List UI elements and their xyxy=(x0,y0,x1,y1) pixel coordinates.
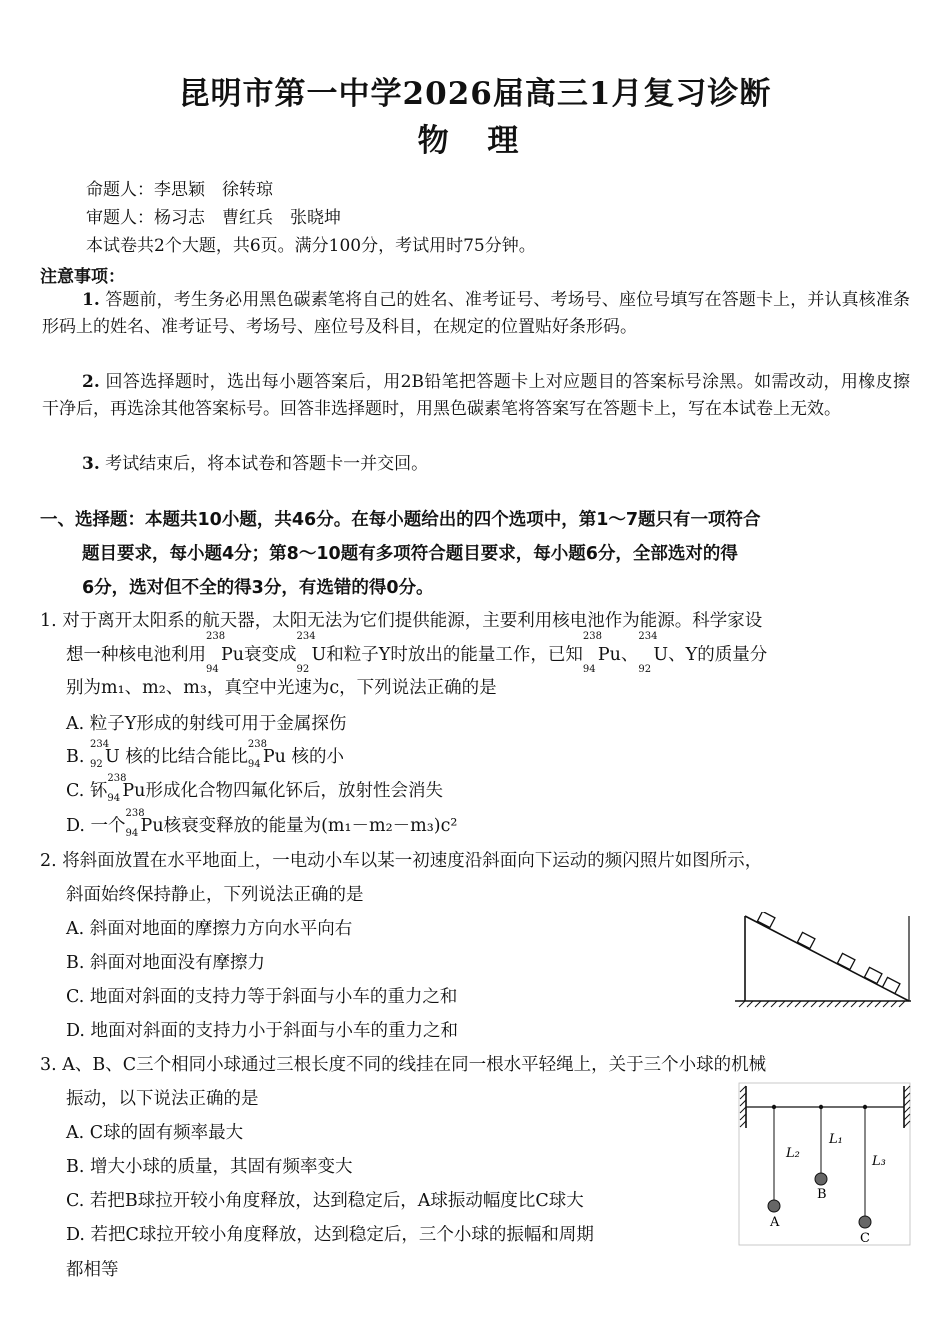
ground-hatching xyxy=(739,1001,905,1007)
q1-text-1: 对于离开太阳系的航天器，太阳无法为它们提供能源，主要利用核电池作为能源。科学家设 xyxy=(62,611,763,631)
option-text: 核的小 xyxy=(291,747,344,767)
left-wall-hatching xyxy=(740,1086,746,1127)
mass-number: 238 xyxy=(206,630,226,642)
pendulum-figure xyxy=(738,1082,912,1248)
summary-line: 本试卷共2个大题，共6页。满分100分，考试用时75分钟。 xyxy=(86,236,536,256)
q3-number: 3. xyxy=(40,1055,57,1075)
q1-option-c xyxy=(66,773,443,804)
reviewers-line: 审题人：杨习志 曹红兵 张晓坤 xyxy=(86,208,341,228)
atomic-number: 94 xyxy=(582,664,596,675)
mass-number: 234 xyxy=(296,630,316,642)
notice-item-text: 答题前，考生务必用黑色碳素笔将自己的姓名、准考证号、考场号、座位号填写在答题卡上，并认真核准条形码上的姓名、准考证号、考场号、座位号及科目，在规定的位置贴好条形码。 xyxy=(42,290,910,337)
q2-text-1: 将斜面放置在水平地面上，一电动小车以某一初速度沿斜面向下运动的频闪照片如图所示， xyxy=(62,851,763,871)
label-l3: L₃ xyxy=(872,1154,886,1169)
option-text: D. 一个 xyxy=(66,816,126,836)
car-position-5 xyxy=(882,977,899,993)
section-line-3: 6分，选对但不全的得3分，有选错的得0分。 xyxy=(82,578,434,598)
mass-number: 238 xyxy=(125,808,145,819)
q1-text-2a: 想一种核电池利用 xyxy=(66,644,206,665)
car-position-2 xyxy=(797,932,814,948)
authors-line: 命题人：李思颖 徐转琼 xyxy=(86,180,273,200)
label-l1: L₁ xyxy=(829,1132,843,1147)
atomic-number: 92 xyxy=(90,759,103,770)
q2-option-c: C. 地面对斜面的支持力等于斜面与小车的重力之和 xyxy=(66,987,458,1007)
section-line-2: 题目要求，每小题4分；第8～10题有多项符合题目要求，每小题6分，全部选对的得 xyxy=(82,544,738,564)
q2-line-1 xyxy=(40,845,912,879)
q3-option-c: C. 若把B球拉开较小角度释放，达到稳定后，A球振动幅度比C球大 xyxy=(66,1191,584,1211)
q1-option-a: A. 粒子Y形成的射线可用于金属探伤 xyxy=(66,714,347,734)
option-letter: B. xyxy=(66,747,85,767)
element-symbol: Pu xyxy=(597,644,621,665)
label-b: B xyxy=(817,1187,827,1202)
notice-item-1 xyxy=(42,287,910,340)
element-symbol: U xyxy=(105,747,120,767)
nuclide-pu xyxy=(125,808,164,839)
q2-number: 2. xyxy=(40,851,57,871)
mass-number: 234 xyxy=(638,630,658,642)
q3-text-1: A、B、C三个相同小球通过三根长度不同的线挂在同一根水平轻绳上，关于三个小球的机械 xyxy=(62,1055,767,1075)
notice-item-3 xyxy=(42,451,910,478)
notice-item-num: 1. xyxy=(82,290,100,310)
nuclide-pu xyxy=(107,773,146,804)
q1-option-d xyxy=(66,808,458,839)
atomic-number: 94 xyxy=(247,759,261,770)
q3-line-2: 振动，以下说法正确的是 xyxy=(66,1088,259,1109)
notice-item-text: 考试结束后，将本试卷和答题卡一并交回。 xyxy=(105,454,429,474)
q1-option-b xyxy=(66,739,344,770)
q1-text-2b: 衰变成 xyxy=(244,644,297,665)
q1-text-2c: 和粒子Y时放出的能量工作，已知 xyxy=(326,644,583,665)
q3-option-d: D. 若把C球拉开较小角度释放，达到稳定后，三个小球的振幅和周期 xyxy=(66,1225,594,1245)
label-a: A xyxy=(770,1215,780,1230)
mass-number: 238 xyxy=(107,773,127,784)
question-2 xyxy=(40,845,912,912)
q1-line-1 xyxy=(40,605,912,639)
right-wall-hatching xyxy=(904,1086,910,1127)
section-1-heading xyxy=(40,503,912,605)
exam-subject: 物 理 xyxy=(417,123,533,159)
element-symbol: Pu xyxy=(221,644,245,665)
atomic-number: 94 xyxy=(206,664,219,675)
q1-number: 1. xyxy=(40,611,57,631)
q1-text-2d: 、 xyxy=(620,644,639,665)
notice-item-num: 2. xyxy=(82,372,100,392)
section-line-1: 一、选择题：本题共10小题，共46分。在每小题给出的四个选项中，第1～7题只有一项符合 xyxy=(40,510,761,530)
notice-item-num: 3. xyxy=(82,454,100,474)
atomic-number: 92 xyxy=(638,664,652,675)
option-text: 核衰变释放的能量为(m₁－m₂－m₃)c² xyxy=(163,816,458,836)
nuclide-pu xyxy=(247,739,286,770)
incline-figure xyxy=(733,912,913,1014)
element-symbol: Pu xyxy=(140,816,164,836)
car-position-4 xyxy=(864,967,881,983)
ball-b xyxy=(815,1173,827,1185)
question-1 xyxy=(40,605,912,706)
nuclide-pu xyxy=(582,630,621,675)
mass-number: 238 xyxy=(247,739,267,750)
q3-option-b: B. 增大小球的质量，其固有频率变大 xyxy=(66,1157,353,1177)
ball-a xyxy=(768,1200,780,1212)
element-symbol: Pu xyxy=(262,747,286,767)
nuclide-u xyxy=(638,630,669,675)
atomic-number: 94 xyxy=(125,828,139,839)
q1-line-3: 别为m₁、m₂、m₃，真空中光速为c，下列说法正确的是 xyxy=(66,678,497,698)
option-text: C. 钚 xyxy=(66,781,108,801)
nuclide-u xyxy=(90,739,120,770)
q3-option-a: A. C球的固有频率最大 xyxy=(66,1123,244,1143)
q2-option-d: D. 地面对斜面的支持力小于斜面与小车的重力之和 xyxy=(66,1021,459,1041)
q2-option-a: A. 斜面对地面的摩擦力方向水平向右 xyxy=(66,919,353,939)
atomic-number: 94 xyxy=(107,793,121,804)
nuclide-pu xyxy=(206,630,245,675)
q1-text-2e: 、Y的质量分 xyxy=(668,644,768,665)
element-symbol: Pu xyxy=(122,781,146,801)
car-position-3 xyxy=(837,953,854,969)
q3-line-1 xyxy=(40,1049,912,1083)
option-text: 核的比结合能比 xyxy=(125,747,248,767)
ball-c xyxy=(859,1216,871,1228)
q2-line-2: 斜面始终保持静止，下列说法正确的是 xyxy=(66,884,364,905)
element-symbol: U xyxy=(311,644,327,665)
atomic-number: 92 xyxy=(296,664,310,675)
notice-item-text: 回答选择题时，选出每小题答案后，用2B铅笔把答题卡上对应题目的答案标号涂黑。如需改动，用橡皮擦干净后，再选涂其他答案标号。回答非选择题时，用黑色碳素笔将答案写在答题卡上，写在本试卷上无效。 xyxy=(42,372,910,419)
nuclide-u xyxy=(296,630,327,675)
label-c: C xyxy=(860,1231,870,1246)
q3-option-d-continued: 都相等 xyxy=(66,1260,119,1280)
notice-item-2 xyxy=(42,369,910,422)
exam-title: 昆明市第一中学2026届高三1月复习诊断 xyxy=(178,76,772,112)
notice-heading: 注意事项： xyxy=(40,267,125,287)
option-text: 形成化合物四氟化钚后，放射性会消失 xyxy=(145,781,443,801)
mass-number: 234 xyxy=(90,739,110,750)
q1-line-2 xyxy=(40,630,912,675)
mass-number: 238 xyxy=(582,630,602,642)
q2-option-b: B. 斜面对地面没有摩擦力 xyxy=(66,953,265,973)
element-symbol: U xyxy=(653,644,669,665)
label-l2: L₂ xyxy=(786,1146,800,1161)
car-position-1 xyxy=(757,912,774,928)
